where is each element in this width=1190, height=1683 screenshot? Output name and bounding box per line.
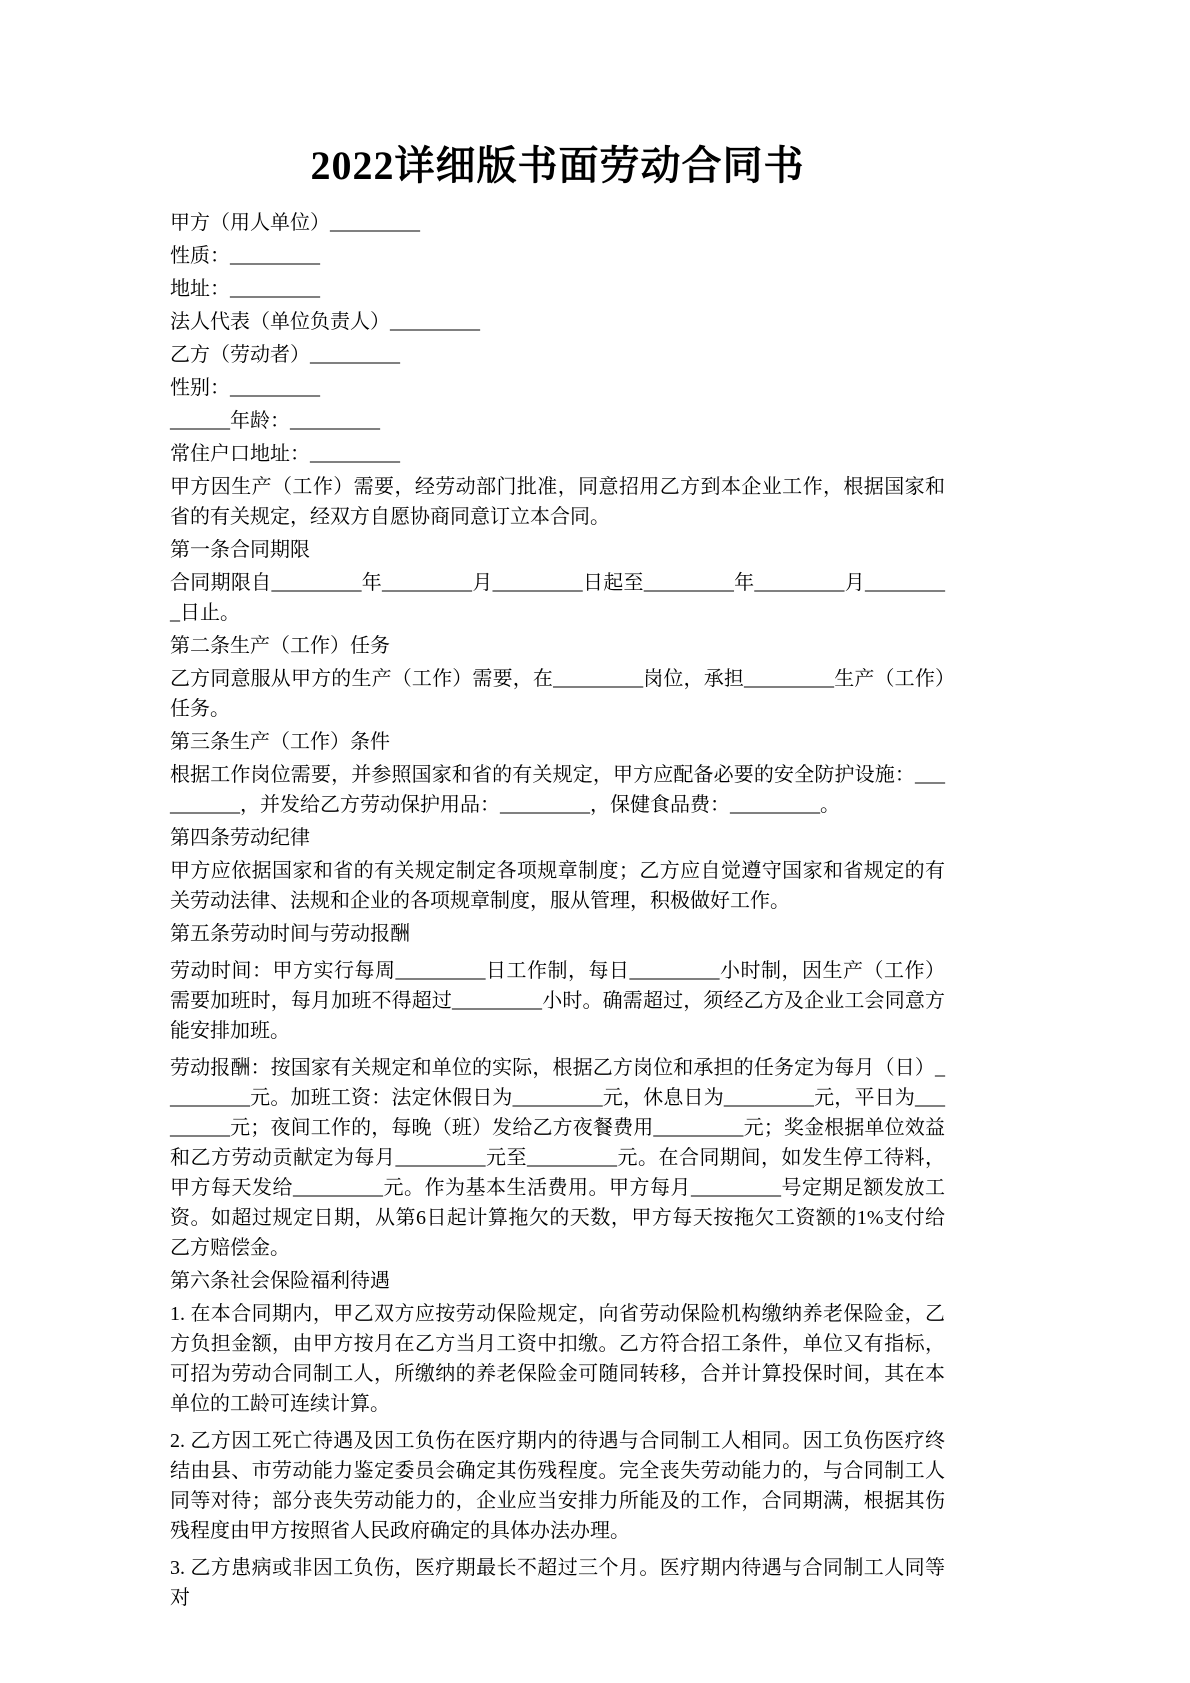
heading-article-4: 第四条劳动纪律 (170, 827, 310, 849)
heading-article-3: 第三条生产（工作）条件 (170, 731, 390, 753)
para-article-5-time: 劳动时间：甲方实行每周_________日工作制，每日_________小时制，因生产（工作）需要加班时，每月加班不得超过_________小时。确需超过，须经乙方及企业工会同意方能安排加班。 (170, 960, 945, 1042)
contract-body (170, 208, 945, 1613)
para-article-6-item-2: 2. 乙方因工死亡待遇及因工负伤在医疗期内的待遇与合同制工人相同。因工负伤医疗终结由县、市劳动能力鉴定委员会确定其伤残程度。完全丧失劳动能力的，与合同制工人同等对待；部分丧失劳动能力的，企业应当安排力所能及的工作，合同期满，根据其伤残程度由甲方按照省人民政府确定的具体办法办理。 (170, 1430, 945, 1542)
contract-title: 2022详细版书面劳动合同书 (310, 143, 805, 188)
line-residence: 常住户口地址：_________ (170, 443, 400, 465)
line-address: 地址：_________ (170, 278, 320, 300)
heading-article-5: 第五条劳动时间与劳动报酬 (170, 923, 410, 945)
line-gender: 性别：_________ (170, 377, 320, 399)
para-article-4: 甲方应依据国家和省的有关规定制定各项规章制度；乙方应自觉遵守国家和省规定的有关劳动法律、法规和企业的各项规章制度，服从管理，积极做好工作。 (170, 860, 945, 912)
heading-article-2: 第二条生产（工作）任务 (170, 635, 390, 657)
para-article-3: 根据工作岗位需要，并参照国家和省的有关规定，甲方应配备必要的安全防护设施：__________，并发给乙方劳动保护用品：_________，保健食品费：_________。 (170, 764, 945, 816)
para-preamble: 甲方因生产（工作）需要，经劳动部门批准，同意招用乙方到本企业工作，根据国家和省的有关规定，经双方自愿协商同意订立本合同。 (170, 476, 945, 528)
line-nature: 性质：_________ (170, 245, 320, 267)
heading-article-6: 第六条社会保险福利待遇 (170, 1270, 390, 1292)
line-party-b: 乙方（劳动者）_________ (170, 344, 400, 366)
para-article-5-pay: 劳动报酬：按国家有关规定和单位的实际，根据乙方岗位和承担的任务定为每月（日）_________元。加班工资：法定休假日为_________元，休息日为_________元，平日为_________元；夜间工作的，每晚（班）发给乙方夜餐费用_________元；奖金根据单位效益和乙方劳动贡献定为每月_________元至_________元。在合同期间，如发生停工待料，甲方每天发给_________元。作为基本生活费用。甲方每月_________号定期足额发放工资。如超过规定日期，从第6日起计算拖欠的天数，甲方每天按拖欠工资额的1%支付给乙方赔偿金。 (170, 1057, 945, 1259)
para-article-6-item-3: 3. 乙方患病或非因工负伤，医疗期最长不超过三个月。医疗期内待遇与合同制工人同等对 (170, 1557, 945, 1609)
line-party-a: 甲方（用人单位）_________ (170, 212, 420, 234)
line-legal-rep: 法人代表（单位负责人）_________ (170, 311, 480, 333)
para-article-2: 乙方同意服从甲方的生产（工作）需要，在_________岗位，承担_________生产（工作）任务。 (170, 668, 945, 720)
heading-article-1: 第一条合同期限 (170, 539, 310, 561)
para-article-6-item-1: 1. 在本合同期内，甲乙双方应按劳动保险规定，向省劳动保险机构缴纳养老保险金，乙方负担金额，由甲方按月在乙方当月工资中扣缴。乙方符合招工条件，单位又有指标，可招为劳动合同制工人，所缴纳的养老保险金可随同转移，合并计算投保时间，其在本单位的工龄可连续计算。 (170, 1303, 945, 1415)
para-article-1: 合同期限自_________年_________月_________日起至_________年_________月_________日止。 (170, 572, 945, 624)
line-age: ______年龄：_________ (170, 410, 380, 432)
